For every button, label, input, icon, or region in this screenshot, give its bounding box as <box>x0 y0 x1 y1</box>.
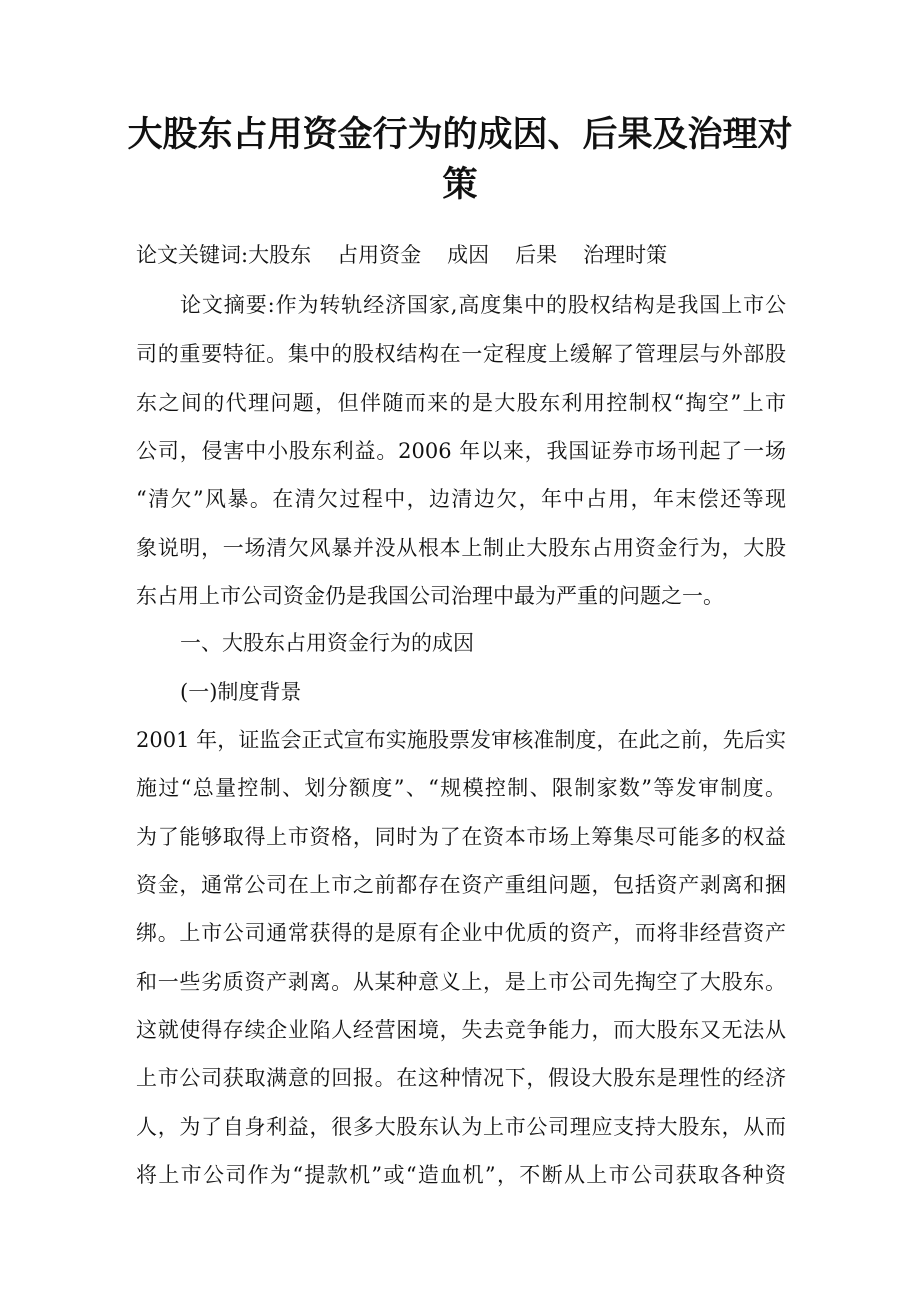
keyword-2: 占用资金 <box>337 243 422 267</box>
title-line-2: 策 <box>442 165 478 205</box>
body-line: 2001 年，证监会正式宣布实施股票发审核准制度，在此之前，先后实 <box>136 728 786 752</box>
abstract-line: 论文摘要:作为转轨经济国家,高度集中的股权结构是我国上市公 <box>180 293 786 317</box>
document-title <box>120 110 800 210</box>
body-line: 将上市公司作为“提款机”或“造血机”，不断从上市公司获取各种资 <box>136 1163 786 1187</box>
keyword-4: 后果 <box>515 243 558 267</box>
body-line: 这就使得存续企业陷人经营困境，失去竞争能力，而大股东又无法从 <box>136 1018 786 1042</box>
body-line: 为了能够取得上市资格，同时为了在资本市场上筹集尽可能多的权益 <box>136 825 786 849</box>
body-line: 和一些劣质资产剥离。从某种意义上，是上市公司先掏空了大股东。 <box>136 970 786 994</box>
body-line: 上市公司获取满意的回报。在这种情况下，假设大股东是理性的经济 <box>136 1066 786 1090</box>
abstract-line: 象说明，一场清欠风暴并没从根本上制止大股东占用资金行为，大股 <box>136 536 786 560</box>
abstract-line: 公司，侵害中小股东利益。2006 年以来，我国证券市场刊起了一场 <box>136 439 786 463</box>
body-line: 人，为了自身利益，很多大股东认为上市公司理应支持大股东，从而 <box>136 1115 786 1139</box>
abstract-line: 司的重要特征。集中的股权结构在一定程度上缓解了管理层与外部股 <box>136 342 786 366</box>
abstract-line: 东占用上市公司资金仍是我国公司治理中最为严重的问题之一。 <box>136 584 724 608</box>
body-line: 绑。上市公司通常获得的是原有企业中优质的资产，而将非经营资产 <box>136 921 786 945</box>
keywords-line <box>136 240 786 270</box>
body-line: 施过“总量控制、划分额度”、“规模控制、限制家数”等发审制度。 <box>136 776 786 800</box>
keyword-5: 治理时策 <box>583 243 668 267</box>
keyword-3: 成因 <box>447 243 490 267</box>
keyword-1: 大股东 <box>248 243 312 267</box>
keywords-label: 论文关键词: <box>136 243 249 267</box>
abstract-line: “清欠”风暴。在清欠过程中，边清边欠，年中占用，年末偿还等现 <box>136 487 786 511</box>
body-line: 资金，通常公司在上市之前都存在资产重组问题，包括资产剥离和捆 <box>136 873 786 897</box>
title-line-1: 大股东占用资金行为的成因、后果及治理对 <box>127 115 793 155</box>
subsection-heading: (一)制度背景 <box>180 680 302 704</box>
section-heading: 一、大股东占用资金行为的成因 <box>180 631 474 655</box>
abstract-line: 东之间的代理问题，但伴随而来的是大股东利用控制权“掏空”上市 <box>136 391 786 415</box>
